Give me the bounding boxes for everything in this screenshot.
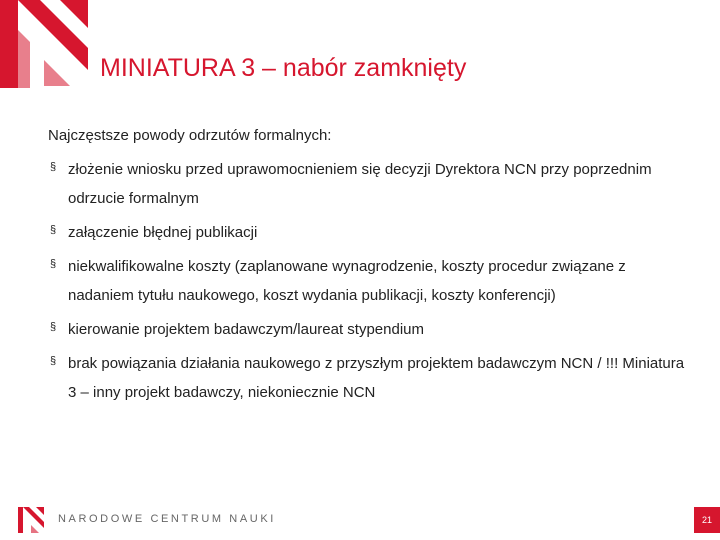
slide-title: MINIATURA 3 – nabór zamknięty [100,54,467,82]
ncn-logo-small-icon [18,507,44,533]
footer-org-name: NARODOWE CENTRUM NAUKI [58,513,276,525]
bullet-marker: § [50,224,57,236]
list-item-text: niekwalifikowalne koszty (zaplanowane wynagrodzenie, koszty procedur związane z nadaniem tytułu naukowego, koszt wydania publikacji, koszty konferencji) [68,258,626,304]
list-item [48,155,688,213]
bullet-marker: § [50,355,57,367]
bullet-marker: § [50,161,57,173]
bullet-marker: § [50,321,57,333]
bullet-marker: § [50,258,57,270]
list-item [48,349,688,407]
page-number: 21 [694,507,720,533]
ncn-logo-icon [0,0,88,88]
list-item [48,315,688,344]
list-item-text: brak powiązania działania naukowego z przyszłym projektem badawczym NCN / !!! Miniatura 3 – inny projekt badawczy, niekoniecznie NCN [68,355,685,401]
list-item [48,252,688,310]
list-item [48,218,688,247]
slide-content [48,126,688,412]
list-item-text: załączenie błędnej publikacji [68,224,258,241]
list-item-text: kierowanie projektem badawczym/laureat stypendium [68,321,425,338]
intro-text: Najczęstsze powody odrzutów formalnych: [48,127,332,144]
list-item-text: złożenie wniosku przed uprawomocnieniem się decyzji Dyrektora NCN przy poprzednim odrzucie formalnym [68,161,652,207]
